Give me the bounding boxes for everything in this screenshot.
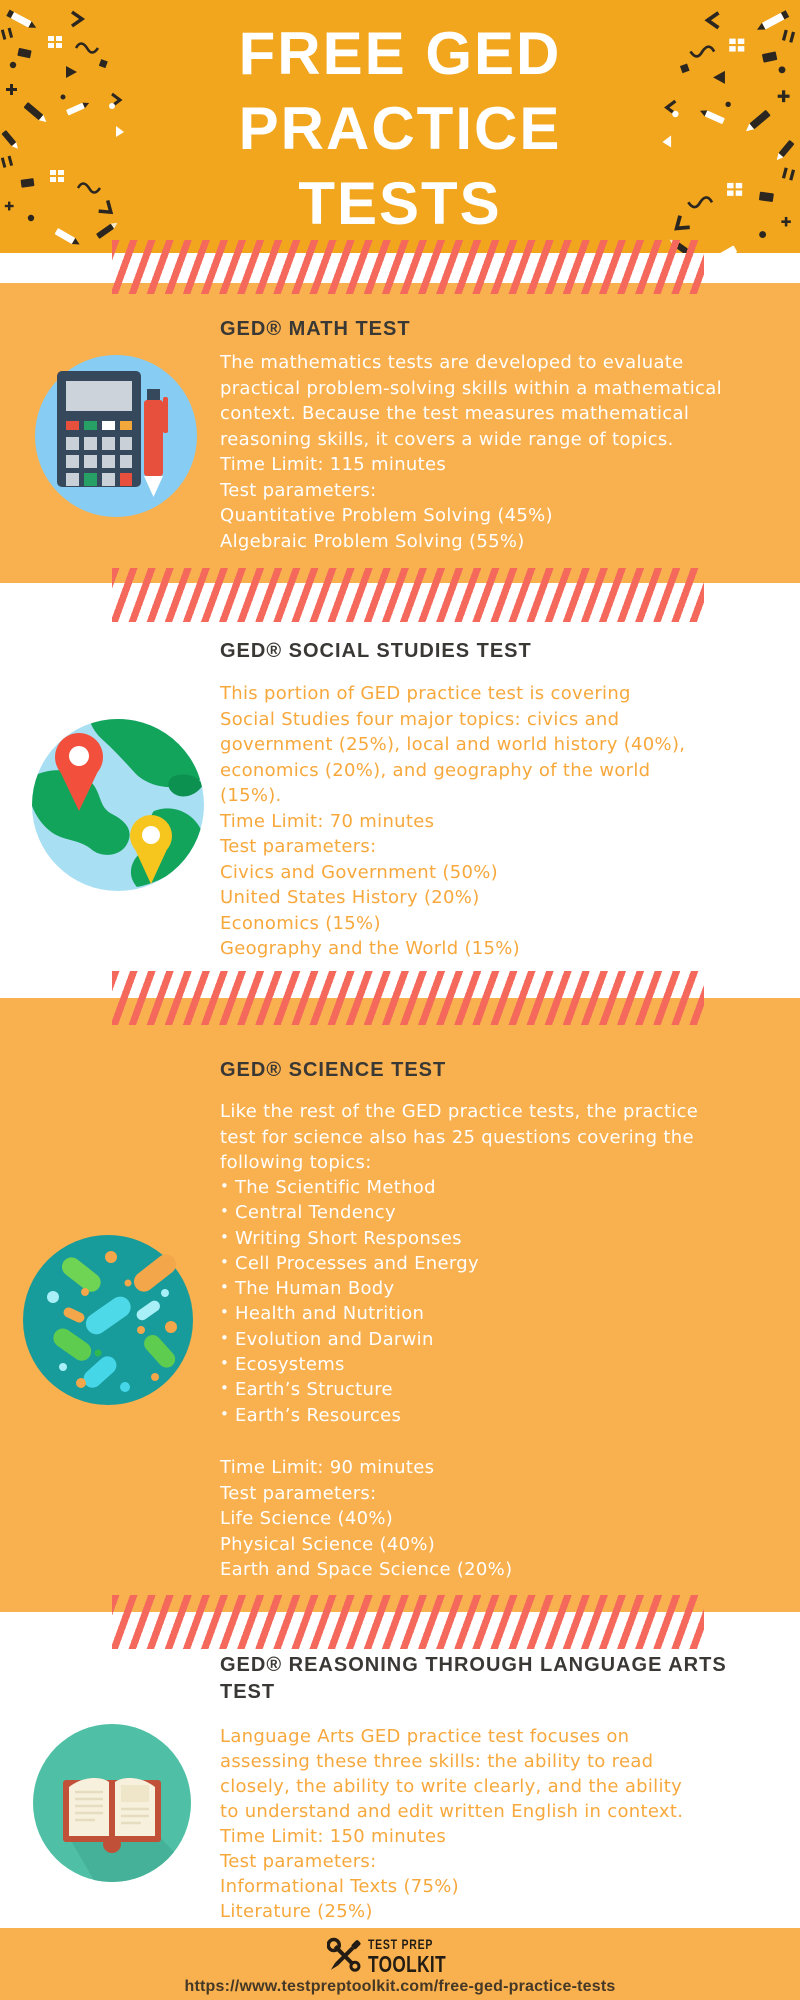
- logo-wordmark: [368, 1937, 446, 1976]
- stripe-divider: [112, 971, 704, 1025]
- stripe-divider: [112, 568, 704, 622]
- section-science: [0, 998, 800, 1612]
- crossed-tools-icon: [327, 1934, 361, 1978]
- logo-line-toolkit: TOOLKIT: [368, 1950, 447, 1977]
- math-title: GED® MATH TEST: [220, 318, 411, 340]
- logo-line-test-prep: TEST PREP: [368, 1935, 434, 1952]
- section-math: [0, 283, 800, 583]
- globe-location-pins-icon: [32, 719, 204, 891]
- section-social-studies: [0, 583, 800, 998]
- social-studies-title: GED® SOCIAL STUDIES TEST: [220, 640, 532, 662]
- language-arts-body: Language Arts GED practice test focuses on assessing these three skills: the ability to read closely, the ability to write clearly, and the ability to understand and edit written English in context. Time Limit: 150 minutes Test parameters: Informational Texts (75%) Literature (25%): [220, 1726, 684, 1922]
- footer: [0, 1928, 800, 2000]
- stripe-divider: [112, 240, 704, 294]
- math-body: The mathematics tests are developed to evaluate practical problem-solving skills within a mathematical context. Because the test measures mathematical reasoning skills, it covers a wide range of topics. Time Limit: 115 minutes Test parameters: Quantitative Problem Solving (45%) Algebraic Problem Solving (55%): [220, 352, 722, 552]
- science-intro: Like the rest of the GED practice tests, the practice test for science also has 25 questions covering the following topics:: [220, 1101, 699, 1173]
- section-language-arts: [0, 1612, 800, 1928]
- test-prep-toolkit-logo: [0, 1934, 800, 1978]
- petri-dish-microbes-icon: [23, 1235, 193, 1405]
- header: [0, 0, 800, 253]
- website-url-link[interactable]: https://www.testpreptoolkit.com/free-ged-practice-tests: [184, 1978, 616, 1995]
- science-parameters: Time Limit: 90 minutes Test parameters: Life Science (40%) Physical Science (40%) Earth and Space Science (20%): [220, 1457, 513, 1580]
- science-topic-list: • The Scientific Method • Central Tendency • Writing Short Responses • Cell Processes and Energy • The Human Body • Health and Nutrition • Evolution and Darwin • Ecosystems • Earth’s Structure • Earth’s Resources: [220, 1175, 780, 1428]
- language-arts-title: GED® REASONING THROUGH LANGUAGE ARTS TEST: [220, 1654, 727, 1703]
- social-studies-body: This portion of GED practice test is covering Social Studies four major topics: civics and government (25%), local and world history (40%), economics (20%), and geography of the world (15%). Time Limit: 70 minutes Test parameters: Civics and Government (50%) United States History (20%) Economics (15%) Geography and the World (15%): [220, 683, 686, 959]
- stripe-divider: [112, 1595, 704, 1649]
- calculator-icon: [35, 355, 197, 517]
- open-book-icon: [33, 1724, 191, 1882]
- page-title: FREE GED PRACTICE TESTS: [238, 20, 562, 237]
- science-title: GED® SCIENCE TEST: [220, 1059, 447, 1081]
